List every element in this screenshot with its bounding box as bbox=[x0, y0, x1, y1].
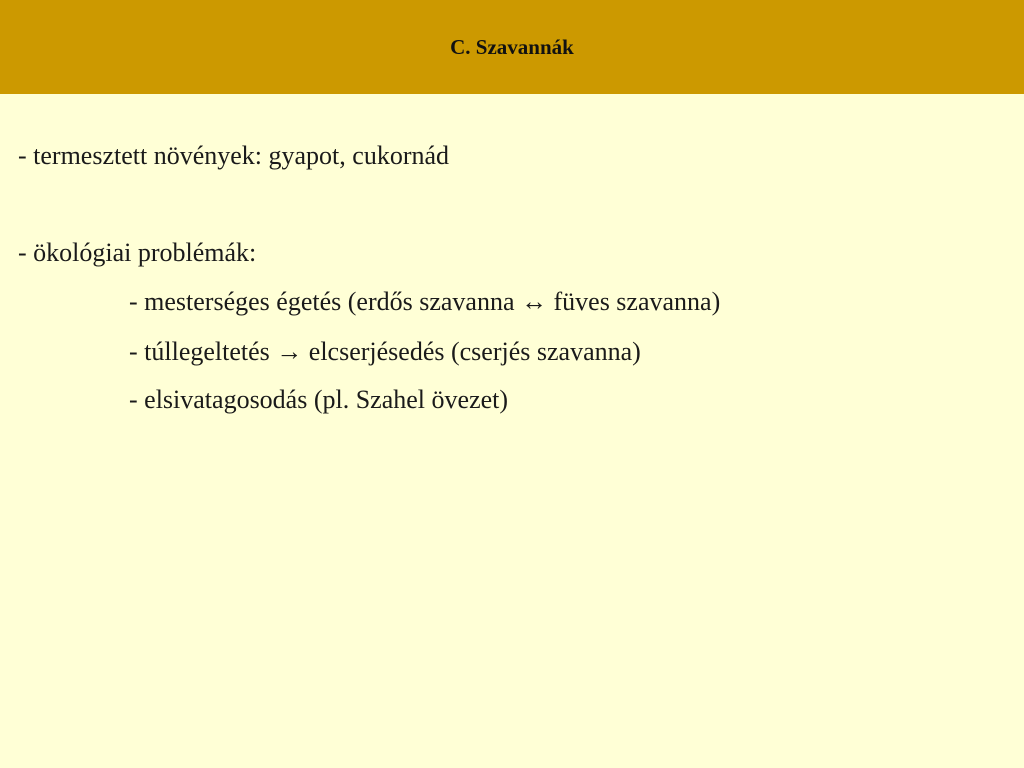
bullet-ecological-problems: - ökológiai problémák: bbox=[18, 238, 257, 267]
slide-title: C. Szavannák bbox=[450, 35, 574, 59]
sub-bullet-desertification: - elsivatagosodás (pl. Szahel övezet) bbox=[129, 385, 509, 414]
bullet-cultivated-plants: - termesztett növények: gyapot, cukornád bbox=[18, 141, 450, 170]
sub-bullet-artificial-burning: - mesterséges égetés (erdős szavanna ↔ füves szavanna) bbox=[129, 287, 721, 316]
sub-bullet-overgrazing: - túllegeltetés → elcserjésedés (cserjés szavanna) bbox=[129, 337, 641, 366]
